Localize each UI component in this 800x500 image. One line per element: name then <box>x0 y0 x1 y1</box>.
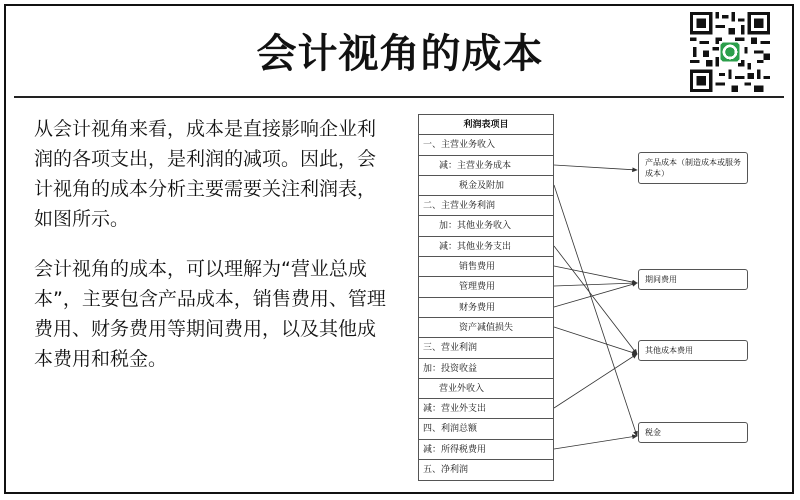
mapping-arrow-8 <box>554 436 637 449</box>
mapping-arrow-0 <box>554 165 637 170</box>
paragraph-1: 从会计视角来看，成本是直接影响企业利润的各项支出，是利润的减项。因此，会计视角的成本分析主要需要关注利润表，如图所示。 <box>34 118 377 230</box>
table-row: 减：所得税费用 <box>419 440 553 460</box>
mapping-arrow-6 <box>554 327 637 354</box>
table-row: 管理费用 <box>419 277 553 297</box>
table-row: 减：营业外支出 <box>419 399 553 419</box>
category-box-product: 产品成本（制造成本或服务成本） <box>638 152 748 184</box>
table-row: 五、净利润 <box>423 465 469 476</box>
category-box-other: 其他成本费用 <box>638 340 748 361</box>
table-row: 一、主营业务收入 <box>419 135 553 155</box>
table-row: 加：投资收益 <box>419 359 553 379</box>
page-title: 会计视角的成本 <box>256 31 544 77</box>
table-row: 减：其他业务支出 <box>419 237 553 257</box>
mapping-arrow-5 <box>554 283 637 307</box>
mapping-arrow-7 <box>554 354 637 408</box>
income-statement-table <box>418 114 554 481</box>
table-row: 三、营业利润 <box>419 338 553 358</box>
mapping-arrow-1 <box>554 185 637 436</box>
category-box-period: 期间费用 <box>638 269 748 290</box>
table-row: 加：其他业务收入 <box>419 216 553 236</box>
mapping-arrow-3 <box>554 266 637 283</box>
table-row: 销售费用 <box>419 257 553 277</box>
table-row: 营业外收入 <box>419 379 553 399</box>
mapping-arrow-2 <box>554 246 637 354</box>
table-header: 利润表项目 <box>419 115 553 135</box>
table-row: 二、主营业务利润 <box>419 196 553 216</box>
table-row: 四、利润总额 <box>419 419 553 439</box>
table-row: 减：主营业务成本 <box>419 156 553 176</box>
category-box-tax: 税金 <box>638 422 748 443</box>
paragraph-2: 会计视角的成本，可以理解为“营业总成本”，主要包含产品成本，销售费用、管理费用、财务费用等期间费用，以及其他成本费用和税金。 <box>34 258 386 370</box>
table-row: 财务费用 <box>419 298 553 318</box>
table-row: 资产减值损失 <box>419 318 553 338</box>
mapping-arrow-4 <box>554 283 637 286</box>
table-row: 税金及附加 <box>419 176 553 196</box>
